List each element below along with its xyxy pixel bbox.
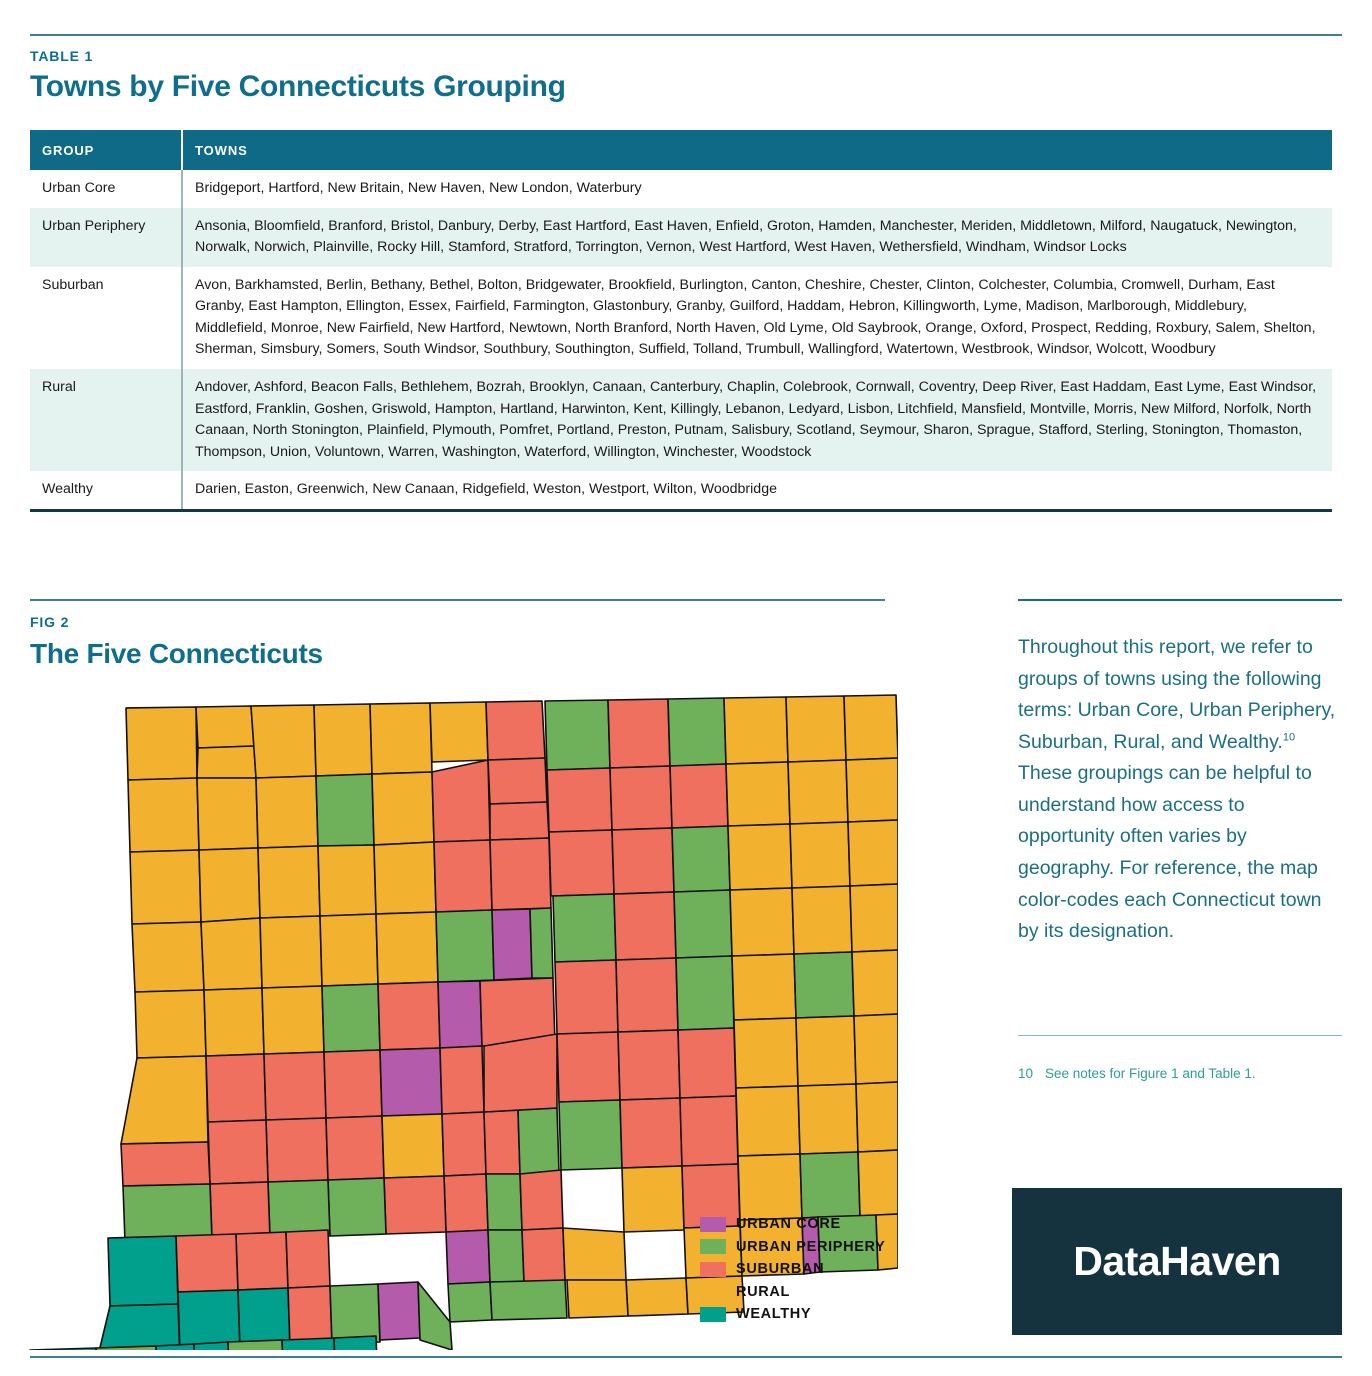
table-row: [30, 267, 1332, 369]
town-southbury: [264, 1052, 326, 1120]
group-name: Wealthy: [30, 471, 182, 510]
town-new-milford: [121, 1056, 208, 1144]
legend-item-suburban: [700, 1258, 910, 1281]
town-bristol: [436, 910, 494, 982]
top-divider: [30, 34, 1342, 36]
town-litchfield: [258, 846, 320, 918]
town-hartland: [370, 703, 432, 774]
legend-swatch-rural: [700, 1284, 726, 1299]
town-branford: [490, 1280, 567, 1320]
legend-item-rural: [700, 1281, 910, 1304]
town-monroe: [286, 1230, 330, 1288]
footnote-number: 10: [1018, 1066, 1034, 1081]
town-westbrook: [567, 1280, 628, 1318]
town-bethany: [384, 1176, 446, 1234]
towns-table: [30, 130, 1332, 512]
town-bethlehem: [260, 916, 322, 988]
town-windham-n: [792, 886, 852, 954]
legend-item-urban-core: [700, 1213, 910, 1236]
town-washington: [135, 990, 206, 1058]
town-coventry: [730, 888, 794, 956]
town-newington: [530, 908, 553, 978]
column-header-towns: TOWNS: [182, 130, 1332, 170]
group-towns: Avon, Barkhamsted, Berlin, Bethany, Bethel, Bolton, Bridgewater, Brookfield, Burlington, Canton, Cheshire, Chester, Clinton, Colchester, Columbia, Cromwell, Durham, East Granby, East Hampton, Ellington, Essex, Fairfield, Farmington, Glastonbury, Granby, Guilford, Haddam, Hebron, Killingworth, Lyme, Madison, Marlborough, Middlebury, Middlefield, Monroe, New Fairfield, New Hartford, Newtown, North Branford, North Haven, Old Lyme, Old Saybrook, Orange, Oxford, Prospect, Redding, Roxbury, Salem, Shelton, Sherman, Simsbury, Somers, South Windsor, Southbury, Southington, Suffield, Tolland, Trumbull, Wallingford, Watertown, Westbrook, Windsor, Wolcott, Woodbury: [182, 267, 1332, 369]
town-new-britain: [492, 909, 532, 980]
town-oxford: [208, 1120, 268, 1184]
table-section: [30, 48, 1342, 512]
town-southington: [440, 1046, 484, 1114]
column-header-group: GROUP: [30, 130, 182, 170]
town-chaplin: [790, 822, 850, 888]
town-ansonia: [328, 1178, 386, 1236]
town-preston: [856, 1082, 898, 1152]
town-union: [786, 696, 846, 762]
town-killingworth: [563, 1228, 626, 1280]
town-mansfield: [728, 824, 792, 890]
town-wolcott: [484, 1110, 520, 1174]
town-easton: [238, 1288, 290, 1348]
town-ashford: [788, 760, 848, 824]
sidebar-paragraph-part2: These groupings can be helpful to understand how access to opportunity often varies by geography. For reference, the map color-codes each Connecticut town by its designation.: [1018, 762, 1322, 943]
town-middlefield: [557, 1032, 620, 1102]
town-groton: [800, 1152, 860, 1218]
town-glastonbury: [555, 960, 618, 1034]
town-goshen: [256, 776, 318, 848]
town-granby: [488, 758, 547, 804]
town-burlington: [376, 912, 438, 984]
town-portland-w: [618, 1030, 680, 1100]
sidebar-divider: [1018, 599, 1342, 601]
group-towns: Ansonia, Bloomfield, Branford, Bristol, Danbury, Derby, East Hartford, East Haven, Enfield, Groton, Hamden, Manchester, Meriden, Middletown, Milford, Naugatuck, Newington, Norwalk, Norwich, Plainville, Rocky Hill, Stamford, Stratford, Torrington, Vernon, West Hartford, West Haven, Wethersfield, Windham, Windsor Locks: [182, 208, 1332, 267]
table-row: [30, 369, 1332, 471]
legend-label-wealthy: WEALTHY: [736, 1306, 812, 1323]
town-winchester: [316, 774, 374, 846]
footnote-text: See notes for Figure 1 and Table 1.: [1045, 1066, 1256, 1081]
town-haddam: [622, 1166, 684, 1232]
figure-section: [30, 614, 890, 670]
figure-kicker: FIG 2: [30, 614, 70, 630]
town-pomfret: [848, 820, 898, 886]
town-andover: [732, 954, 796, 1020]
town-cheshire: [442, 1112, 486, 1176]
town-granby-area: [486, 701, 545, 760]
figure-title: The Five Connecticuts: [30, 638, 323, 669]
town-canaan-falls: [197, 746, 256, 778]
town-naugatuck: [326, 1116, 384, 1180]
legend-swatch-wealthy: [700, 1307, 726, 1322]
town-south-windsor: [612, 828, 674, 894]
town-woodbury-n: [204, 988, 264, 1056]
town-thomaston: [320, 914, 378, 986]
town-hebron: [676, 956, 734, 1030]
town-prospect: [444, 1174, 488, 1232]
legend-label-rural: RURAL: [736, 1283, 791, 1300]
town-durham: [620, 1098, 682, 1168]
legend-label-urban-core: URBAN CORE: [736, 1216, 841, 1233]
town-plainville: [378, 982, 440, 1050]
town-greenwich: [30, 1348, 98, 1350]
town-barkhamsted-n: [430, 702, 488, 762]
bottom-divider: [30, 1356, 1342, 1358]
town-vernon: [672, 826, 730, 892]
town-bethel: [176, 1234, 238, 1292]
town-middlebury: [266, 1118, 328, 1182]
town-lisbon: [854, 1014, 898, 1084]
map-legend: [700, 1213, 910, 1326]
town-warren: [132, 922, 204, 992]
town-enfield: [608, 699, 670, 768]
town-brookfield: [121, 1142, 210, 1186]
town-new-hartford-n: [372, 772, 434, 845]
town-brooklyn: [850, 884, 898, 952]
town-newtown: [236, 1232, 288, 1290]
town-north-branford: [522, 1228, 565, 1282]
town-windsor-locks: [547, 768, 612, 832]
town-windham: [794, 952, 854, 1018]
town-sharon: [128, 778, 199, 852]
town-east-lyme: [738, 1154, 802, 1220]
footnote-divider: [1018, 1035, 1342, 1036]
town-somers: [668, 698, 726, 766]
town-canton: [434, 840, 492, 912]
town-hamden: [488, 1230, 524, 1282]
town-derby: [268, 1180, 330, 1238]
town-colebrook: [314, 704, 372, 776]
town-east-haven: [448, 1282, 492, 1322]
figure-divider: [30, 599, 885, 601]
town-new-haven: [446, 1230, 490, 1284]
town-stonington: [858, 1150, 898, 1216]
town-salisbury: [126, 707, 197, 780]
legend-label-suburban: SUBURBAN: [736, 1261, 825, 1278]
town-east-haddam: [680, 1096, 738, 1166]
town-hartford: [438, 981, 482, 1048]
town-manchester-area: [614, 892, 676, 960]
town-westport: [282, 1338, 336, 1350]
legend-label-urban-periphery: URBAN PERIPHERY: [736, 1238, 886, 1255]
town-shelton: [210, 1182, 270, 1240]
town-east-granby: [490, 802, 549, 840]
group-name: Urban Periphery: [30, 208, 182, 267]
town-norwich-n: [798, 1084, 858, 1154]
town-wallingford: [486, 1174, 522, 1230]
town-woodbridge-sw: [334, 1336, 378, 1350]
town-norfolk: [251, 705, 316, 778]
town-bridgeport: [378, 1282, 420, 1340]
town-old-saybrook: [626, 1278, 688, 1316]
town-bloomfield: [490, 838, 551, 910]
town-wilton: [96, 1304, 180, 1350]
town-beacon-falls: [382, 1114, 444, 1178]
town-meriden: [518, 1108, 559, 1174]
town-franklin: [796, 1016, 856, 1086]
town-torrington-area: [318, 845, 376, 916]
town-morris: [201, 918, 262, 990]
legend-item-urban-periphery: [700, 1236, 910, 1259]
town-waterbury-top: [324, 1050, 382, 1118]
sidebar-paragraph: [1018, 632, 1344, 948]
table-row: [30, 471, 1332, 510]
town-ridgefield: [108, 1236, 178, 1306]
group-towns: Bridgeport, Hartford, New Britain, New Haven, New London, Waterbury: [182, 170, 1332, 208]
town-norwalk: [228, 1340, 284, 1350]
table-header-row: [30, 130, 1332, 170]
town-canterbury: [852, 950, 898, 1016]
town-trumbull: [288, 1286, 332, 1346]
town-watertown-n: [262, 986, 324, 1054]
town-middletown: [559, 1100, 622, 1170]
table-row: [30, 170, 1332, 208]
town-waterbury: [380, 1048, 442, 1116]
town-darien: [194, 1342, 230, 1350]
town-eastford: [846, 758, 898, 822]
town-woodstock: [844, 695, 898, 760]
town-simsbury: [432, 760, 490, 842]
town-cornwall: [199, 848, 260, 922]
town-new-hartford: [374, 842, 436, 914]
town-kent: [130, 850, 201, 924]
town-east-windsor: [610, 766, 672, 830]
town-bolton: [674, 890, 732, 958]
table-row: [30, 208, 1332, 267]
footnote: [1018, 1066, 1348, 1081]
sidebar-paragraph-part1: Throughout this report, we refer to groups of towns using the following terms: Urban Core, Urban Periphery, Suburban, Rural, and Wealthy.: [1018, 636, 1336, 753]
town-berlin: [484, 1034, 557, 1112]
legend-swatch-urban-core: [700, 1217, 726, 1232]
town-stratford: [330, 1284, 380, 1344]
town-roxbury: [206, 1054, 266, 1122]
group-name: Rural: [30, 369, 182, 471]
group-name: Suburban: [30, 267, 182, 369]
table-title: Towns by Five Connecticuts Grouping: [30, 70, 566, 103]
table-kicker: TABLE 1: [30, 48, 94, 64]
town-willington: [726, 762, 790, 826]
town-ellington: [670, 764, 728, 828]
group-name: Urban Core: [30, 170, 182, 208]
town-danbury: [123, 1184, 212, 1242]
town-north-haven: [520, 1170, 563, 1230]
town-weston: [178, 1290, 240, 1350]
town-plymouth: [322, 984, 380, 1052]
town-new-canaan: [156, 1344, 196, 1350]
town-suffield: [545, 700, 610, 770]
sidebar-column: [1018, 632, 1344, 948]
town-milford: [418, 1282, 452, 1350]
legend-swatch-suburban: [700, 1262, 726, 1277]
legend-swatch-urban-periphery: [700, 1239, 726, 1254]
town-canaan2: [197, 778, 258, 850]
legend-item-wealthy: [700, 1303, 910, 1326]
town-east-hartford: [553, 894, 616, 962]
group-towns: Andover, Ashford, Beacon Falls, Bethlehem, Bozrah, Brooklyn, Canaan, Canterbury, Chaplin, Colebrook, Cornwall, Coventry, Deep River, East Haddam, East Lyme, East Windsor, Eastford, Franklin, Goshen, Griswold, Hampton, Hartland, Harwinton, Kent, Killingly, Lebanon, Ledyard, Lisbon, Litchfield, Mansfield, Montville, Morris, New Milford, Norfolk, North Canaan, North Stonington, Plainfield, Plymouth, Pomfret, Portland, Preston, Putnam, Salisbury, Scotland, Seymour, Sharon, Sprague, Stafford, Sterling, Stonington, Thomaston, Thompson, Union, Voluntown, Warren, Washington, Waterford, Willington, Winchester, Woodstock: [182, 369, 1332, 471]
town-lebanon: [734, 1018, 798, 1088]
town-stafford: [724, 697, 788, 764]
group-towns: Darien, Easton, Greenwich, New Canaan, Ridgefield, Weston, Westport, Wilton, Woodbridge: [182, 471, 1332, 510]
datahaven-logo-text: DataHaven: [1073, 1238, 1281, 1284]
town-windsor: [549, 830, 614, 896]
town-marlborough: [616, 958, 678, 1032]
town-salem: [736, 1086, 800, 1156]
town-north-canaan: [196, 706, 254, 748]
footnote-marker: 10: [1282, 731, 1296, 744]
datahaven-logo: [1012, 1188, 1342, 1335]
town-colchester: [678, 1028, 736, 1098]
